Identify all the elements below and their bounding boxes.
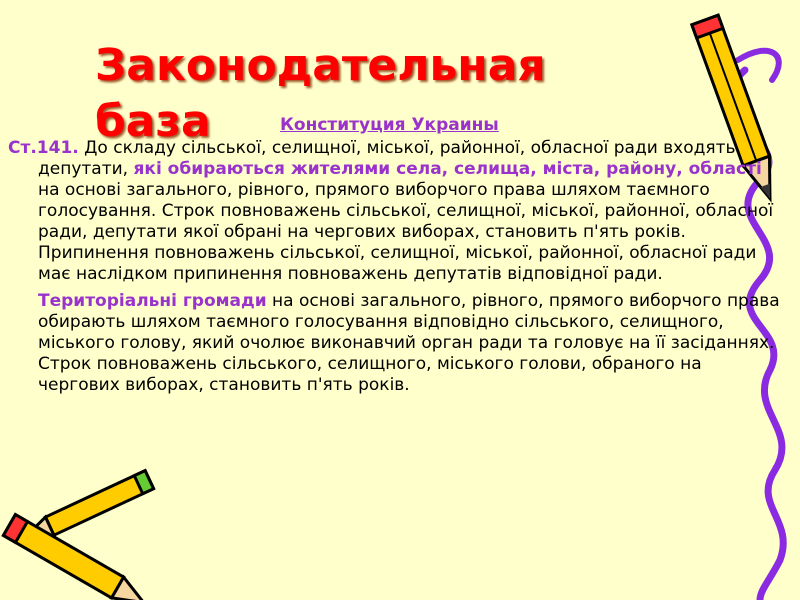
article-number: Ст.141. xyxy=(8,138,79,158)
article-highlight: які обираються жителями села, селища, міста, району, області xyxy=(133,159,762,179)
article-paragraph xyxy=(8,138,782,285)
community-text: на основі загального, рівного, прямого виборчого права обирають шляхом таємного голосування відповідно сільського, селищного, міського голову, який очолює виконавчий орган ради та головує на її засіданнях. Строк повноважень сільського, селищного, міського голови, обраного на чергових виборах, становить п'ять років. xyxy=(38,291,780,395)
article-text-1: До складу сільської, селищної, міської, районної, обласної ради входять депутати, xyxy=(38,138,736,179)
crossed-pencils-icon xyxy=(3,471,153,600)
article-text-2: на основі загального, рівного, прямого виборчого права шляхом таємного голосування. Строк повноважень сільської, селищної, міської, районної, обласної ради, депутати якої обрані на чергових виборах, становить п'ять років. Припинення повноважень сільської, селищної, міської, районної, обласної ради має наслідком припинення повноважень депутатів відповідної ради. xyxy=(38,180,774,284)
community-highlight: Територіальні громади xyxy=(38,291,267,311)
page-title: Законодательная база xyxy=(95,40,546,147)
subtitle: Конституция Украины xyxy=(280,115,499,135)
community-paragraph xyxy=(8,291,782,396)
slide-body xyxy=(8,138,782,402)
